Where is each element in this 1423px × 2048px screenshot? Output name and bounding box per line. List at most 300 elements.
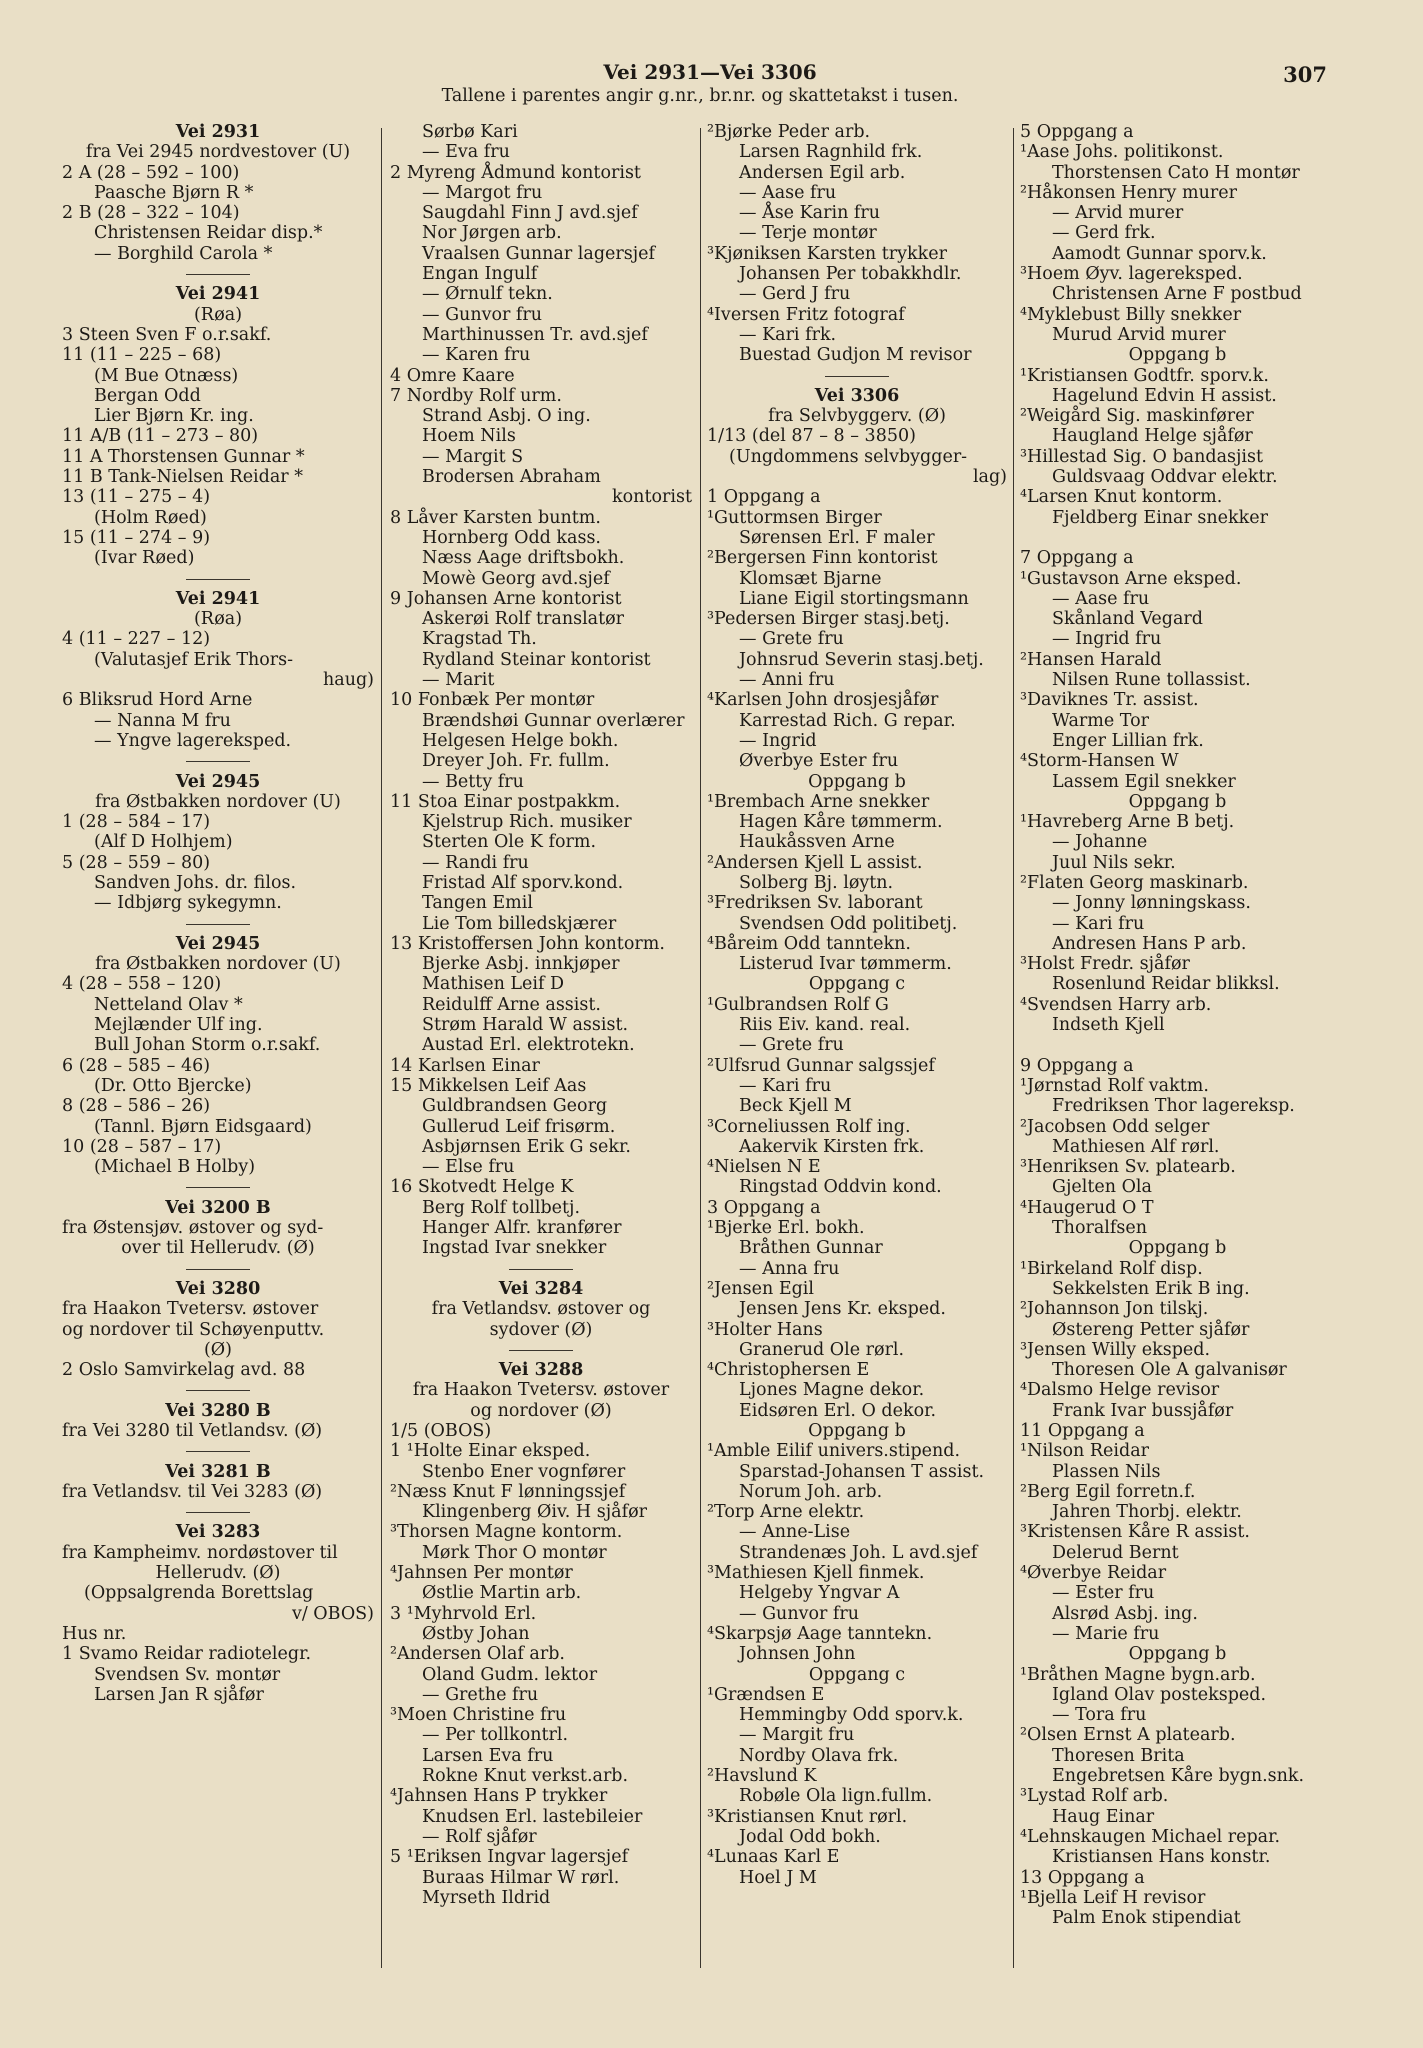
entry-line: ²Næss Knut F lønningssjef (390, 1481, 626, 1502)
resident-line: Lier Bjørn Kr. ing. (94, 406, 254, 427)
section-separator (62, 264, 374, 284)
entry-line: 13 Kristoffersen John kontorm. (390, 933, 665, 954)
page-title: Vei 2931—Vei 3306 (603, 60, 817, 84)
centered-line: (Røa) (193, 609, 243, 630)
entry-line: ³Moen Christine fru (390, 1705, 567, 1726)
entry-line: 1/5 (OBOS) (390, 1421, 492, 1441)
entry-line: ²Hansen Harald (1020, 649, 1162, 670)
entry-line: 6 Bliksrud Hord Arne (62, 690, 253, 711)
resident-line: Jahren Thorbj. elektr. (1052, 1502, 1242, 1523)
resident-line: (Tannl. Bjørn Eidsgaard) (94, 1116, 312, 1137)
resident-line: Paasche Bjørn R * (94, 182, 254, 203)
resident-line: (Holm Røed) (94, 507, 207, 528)
street-heading: Vei 3280 (175, 1278, 261, 1299)
resident-line: — Jonny lønningskass. (1052, 893, 1251, 914)
resident-line: Helgeby Yngvar A (739, 1583, 900, 1604)
entry-line: ⁴Lehnskaugen Michael repar. (1020, 1826, 1281, 1847)
resident-line: Thoresen Brita (1052, 1745, 1185, 1766)
resident-line: Enger Lillian frk. (1052, 730, 1204, 751)
entry-line: 2 Oslo Samvirkelag avd. 88 (62, 1360, 306, 1381)
resident-line: Johansen Per tobakkhdlr. (739, 264, 962, 285)
resident-line: Mathisen Leif D (422, 974, 565, 995)
resident-line: Brodersen Abraham (422, 467, 601, 488)
spacer (1020, 528, 1335, 548)
resident-line: — Rolf sjåfør (422, 1826, 537, 1847)
entry-line: 4 (11 – 227 – 12) (62, 629, 211, 650)
resident-line: — Kari fru (1052, 913, 1145, 934)
resident-line: Beck Kjell M (739, 1096, 852, 1117)
section-separator (62, 1177, 374, 1197)
resident-line: Juul Nils sekr. (1052, 852, 1176, 873)
entry-line: ⁴Myklebust Billy snekker (1020, 304, 1242, 325)
resident-line: Mørk Thor O montør (422, 1542, 607, 1563)
resident-line: Tangen Emil (422, 893, 533, 914)
continuation-line: haug) (322, 670, 374, 691)
resident-line: Eidsøren Erl. O dekor. (739, 1400, 937, 1421)
column-divider (1013, 128, 1014, 1968)
resident-line: Sterten Ole K form. (422, 832, 597, 853)
street-heading: Vei 2941 (175, 284, 261, 305)
resident-line: Indseth Kjell (1052, 1015, 1165, 1036)
entry-line: 2 A (28 – 592 – 100) (62, 162, 240, 183)
street-heading: Vei 3283 (175, 1522, 261, 1543)
entry-line: 15 (11 – 274 – 9) (62, 527, 211, 548)
entry-line: ³Holst Fredr. sjåfør (1020, 954, 1190, 975)
centered-line: sydover (Ø) (489, 1319, 593, 1340)
entry-line: ⁴Jahnsen Hans P trykker (390, 1786, 608, 1807)
resident-line: Hoel J M (739, 1867, 817, 1888)
entry-line: ³Thorsen Magne kontorm. (390, 1522, 623, 1543)
entry-line: 6 (28 – 585 – 46) (62, 1055, 211, 1076)
resident-line: Granerud Ole rørl. (739, 1339, 905, 1360)
page-subtitle: Tallene i parentes angir g.nr., br.nr. og skattetakst i tusen. (441, 86, 959, 106)
resident-line: Riis Eiv. kand. real. (739, 1015, 911, 1036)
entry-line: ⁴Skarpsjø Aage tanntekn. (707, 1623, 933, 1644)
resident-line: Karrestad Rich. G repar. (739, 710, 956, 731)
resident-line: Kristiansen Hans konstr. (1052, 1847, 1271, 1868)
resident-line: Palm Enok stipendiat (1052, 1908, 1241, 1929)
entry-line: fra Haakon Tvetersv. østover (62, 1299, 319, 1320)
street-heading: Vei 3280 B (165, 1400, 271, 1421)
resident-line: (Dr. Otto Bjercke) (94, 1075, 252, 1096)
resident-line: Sandven Johs. dr. filos. (94, 872, 297, 893)
resident-line: Dreyer Joh. Fr. fullm. (422, 751, 610, 772)
entry-line: ³Daviknes Tr. assist. (1020, 690, 1199, 711)
resident-line: — Åse Karin fru (739, 203, 881, 224)
entry-line: ²Jacobsen Odd selger (1020, 1116, 1210, 1137)
resident-line: Svendsen Sv. montør (94, 1664, 281, 1685)
entry-line: ³Jensen Willy eksped. (1020, 1339, 1211, 1360)
resident-line: Haug Einar (1052, 1806, 1155, 1827)
resident-line: — Gerd J fru (739, 284, 851, 305)
resident-line: Austad Erl. elektrotekn. (422, 1035, 635, 1056)
entry-line: ¹Bjella Leif H revisor (1020, 1887, 1206, 1908)
resident-line: Østereng Petter sjåfør (1052, 1319, 1250, 1340)
resident-line: Rokne Knut verkst.arb. (422, 1766, 629, 1787)
resident-line: Knudsen Erl. lastebileier (422, 1806, 643, 1827)
resident-line: Svendsen Odd politibetj. (739, 913, 958, 934)
section-separator (62, 1502, 374, 1522)
centered-line: over til Hellerudv. (Ø) (121, 1238, 315, 1259)
entry-line: ²Jensen Egil (707, 1278, 814, 1299)
resident-line: Askerøi Rolf translatør (422, 609, 625, 630)
resident-line: Liane Eigil stortingsmann (739, 588, 969, 609)
centered-line: Oppgang b (1128, 1644, 1227, 1665)
centered-line: og nordover (Ø) (470, 1400, 612, 1421)
resident-line: — Randi fru (422, 852, 529, 873)
resident-line: — Ester fru (1052, 1583, 1155, 1604)
centered-line: fra Selvbyggerv. (Ø) (768, 406, 946, 427)
resident-line: Christensen Reidar disp.* (94, 223, 323, 244)
entry-line: ²Andersen Kjell L assist. (707, 852, 923, 873)
entry-line: 4 (28 – 558 – 120) (62, 974, 222, 995)
resident-line: — Johanne (1052, 832, 1148, 853)
resident-line: — Marie fru (1052, 1623, 1160, 1644)
resident-line: Hanger Alfr. kranfører (422, 1218, 622, 1239)
resident-line: Netteland Olav * (94, 994, 243, 1015)
resident-line: Guldbrandsen Georg (422, 1096, 608, 1117)
resident-line: Aakervik Kirsten frk. (739, 1136, 925, 1157)
entry-line: 7 Oppgang a (1020, 548, 1134, 569)
entry-line: ¹Gustavson Arne eksped. (1020, 568, 1242, 589)
entry-line: ⁴Larsen Knut kontorm. (1020, 487, 1223, 508)
entry-line: 16 Skotvedt Helge K (390, 1177, 574, 1198)
entry-line: 1 Svamo Reidar radiotelegr. (62, 1644, 312, 1665)
resident-line: — Eva fru (422, 142, 510, 163)
street-heading: Vei 3306 (814, 385, 900, 406)
resident-line: Sparstad-Johansen T assist. (739, 1461, 985, 1482)
resident-line: — Grethe fru (422, 1684, 539, 1705)
resident-line: — Marit (422, 670, 495, 691)
section-separator (62, 569, 374, 589)
entry-line: ⁴Jahnsen Per montør (390, 1563, 573, 1584)
resident-line: — Anna fru (739, 1258, 840, 1279)
resident-line: Buraas Hilmar W rørl. (422, 1867, 620, 1888)
entry-line: 1/13 (del 87 – 8 – 3850) (707, 426, 916, 447)
resident-line: Nilsen Rune tollassist. (1052, 670, 1251, 691)
entry-line: ¹Grændsen E (707, 1684, 825, 1705)
resident-line: — Gunvor fru (739, 1603, 860, 1624)
resident-line: Engan Ingulf (422, 264, 538, 285)
entry-line: ³Kristensen Kåre R assist. (1020, 1522, 1250, 1543)
resident-line: Stenbo Ener vognfører (422, 1461, 626, 1482)
resident-line: Norum Joh. arb. (739, 1481, 883, 1502)
entry-line: ¹Havreberg Arne B betj. (1020, 812, 1235, 833)
resident-line: Andersen Egil arb. (739, 162, 906, 183)
resident-line: — Idbjørg sykegymn. (94, 893, 282, 914)
entry-line: 3 ¹Myhrvold Erl. (390, 1603, 537, 1624)
resident-line: Igland Olav posteksped. (1052, 1684, 1267, 1705)
resident-line: — Terje montør (739, 223, 877, 244)
section-separator (62, 914, 374, 934)
section-separator (390, 1340, 692, 1360)
resident-line: Thorstensen Cato H montør (1052, 162, 1300, 183)
resident-line: Listerud Ivar tømmerm. (739, 954, 952, 975)
centered-line: (Røa) (193, 304, 243, 325)
resident-line: Saugdahl Finn J avd.sjef (422, 203, 638, 224)
entry-line: ⁴Svendsen Harry arb. (1020, 994, 1212, 1015)
resident-line: Larsen Eva fru (422, 1745, 554, 1766)
entry-line: 13 (11 – 275 – 4) (62, 487, 211, 508)
resident-line: Asbjørnsen Erik G sekr. (422, 1136, 631, 1157)
resident-line: — Grete fru (739, 629, 844, 650)
entry-line: 2 B (28 – 322 – 104) (62, 203, 240, 224)
resident-line: Fredriksen Thor lagereksp. (1052, 1096, 1295, 1117)
entry-line: 3 Steen Sven F o.r.sakf. (62, 324, 272, 345)
resident-line: Frank Ivar bussjåfør (1052, 1400, 1234, 1421)
section-separator (62, 1380, 374, 1400)
resident-line: — Ingrid fru (1052, 629, 1162, 650)
entry-line: ¹Aase Johs. politikonst. (1020, 142, 1224, 163)
entry-line: 8 Låver Karsten buntm. (390, 507, 601, 528)
resident-line: Robøle Ola lign.fullm. (739, 1786, 933, 1807)
resident-line: Fristad Alf sporv.kond. (422, 872, 624, 893)
resident-line: Johnsrud Severin stasj.betj. (739, 649, 984, 670)
entry-line: 5 Oppgang a (1020, 122, 1134, 142)
resident-line: Østby Johan (422, 1623, 530, 1644)
street-heading: Vei 2945 (175, 933, 261, 954)
street-heading: Vei 3281 B (165, 1461, 271, 1482)
entry-line: ⁴Christophersen E (707, 1360, 870, 1381)
entry-line: ⁴Nielsen N E (707, 1157, 821, 1178)
entry-line: 14 Karlsen Einar (390, 1055, 540, 1076)
entry-line: ³Hoem Øyv. lagereksped. (1020, 264, 1243, 285)
column-1 (62, 122, 374, 1705)
resident-line: Strøm Harald W assist. (422, 1015, 629, 1036)
entry-line: ¹Bråthen Magne bygn.arb. (1020, 1664, 1256, 1685)
resident-line: Brændshøi Gunnar overlærer (422, 710, 685, 731)
entry-line: 2 Myreng Ådmund kontorist (390, 162, 641, 183)
resident-line: Aamodt Gunnar sporv.k. (1052, 243, 1267, 264)
resident-line: Bergan Odd (94, 385, 201, 406)
resident-line: Larsen Ragnhild frk. (739, 142, 923, 163)
continuation-line: lag) (972, 467, 1007, 488)
entry-line: 10 (28 – 587 – 17) (62, 1136, 222, 1157)
entry-line: og nordover til Schøyenputtv. (62, 1319, 325, 1340)
resident-line: Helgesen Helge bokh. (422, 730, 619, 751)
entry-line: ²Ulfsrud Gunnar salgssjef (707, 1055, 935, 1076)
entry-line: ¹Kristiansen Godtfr. sporv.k. (1020, 365, 1269, 386)
entry-line: ⁴Storm-Hansen W (1020, 751, 1179, 772)
entry-line: ²Håkonsen Henry murer (1020, 182, 1237, 203)
entry-line: 10 Fonbæk Per montør (390, 690, 595, 711)
entry-line: 8 (28 – 586 – 26) (62, 1096, 211, 1117)
resident-line: Vraalsen Gunnar lagersjef (422, 243, 655, 264)
resident-line: — Ingrid (739, 730, 817, 751)
entry-line: ⁴Haugerud O T (1020, 1197, 1154, 1218)
resident-line: Warme Tor (1052, 710, 1149, 731)
entry-line: 9 Oppgang a (1020, 1055, 1134, 1076)
entry-line: ²Flaten Georg maskinarb. (1020, 872, 1249, 893)
entry-line: ¹Bjerke Erl. bokh. (707, 1218, 865, 1239)
centered-line: fra Østbakken nordover (U) (95, 791, 341, 812)
resident-line: Gjelten Ola (1052, 1177, 1152, 1198)
entry-line: ²Weigård Sig. maskinfører (1020, 406, 1254, 427)
centered-line: fra Haakon Tvetersv. østover (412, 1380, 670, 1401)
resident-line: Bjerke Asbj. innkjøper (422, 954, 620, 975)
entry-line: 4 Omre Kaare (390, 365, 515, 386)
resident-line: Hemmingby Odd sporv.k. (739, 1705, 964, 1726)
centered-line: fra Vei 2945 nordvestover (U) (85, 142, 351, 163)
street-heading: Vei 3284 (498, 1278, 584, 1299)
resident-line: Østlie Martin arb. (422, 1583, 582, 1604)
resident-line: — Anni fru (739, 670, 835, 691)
entry-line: ¹Brembach Arne snekker (707, 791, 930, 812)
column-2 (390, 122, 692, 1908)
entry-line: ²Berg Egil forretn.f. (1020, 1481, 1196, 1502)
entry-line: fra Østensjøv. østover og syd- (62, 1218, 324, 1239)
street-heading: Vei 3288 (498, 1360, 584, 1381)
entry-line: ³Lystad Rolf arb. (1020, 1786, 1169, 1807)
entry-line: ³Hillestad Sig. O bandasjist (1020, 446, 1264, 467)
entry-line: 9 Johansen Arne kontorist (390, 588, 622, 609)
resident-line: Fjeldberg Einar snekker (1052, 507, 1268, 528)
resident-line: (Ivar Røed) (94, 548, 195, 569)
centered-line: fra Vetlandsv. østover og (431, 1299, 651, 1320)
centered-line: Oppgang b (1128, 345, 1227, 366)
resident-line: — Margit fru (739, 1725, 855, 1746)
resident-line: — Betty fru (422, 771, 524, 792)
entry-line: ⁴Karlsen John drosjesjåfør (707, 690, 939, 711)
resident-line: Alsrød Asbj. ing. (1052, 1603, 1198, 1624)
continuation-line: v/ OBOS) (291, 1603, 374, 1624)
resident-line: (M Bue Otnæss) (94, 365, 239, 386)
resident-line: Bråthen Gunnar (739, 1238, 883, 1259)
street-heading: Vei 2941 (175, 588, 261, 609)
entry-line: Hus nr. (62, 1623, 127, 1644)
entry-line: ¹Birkeland Rolf disp. (1020, 1258, 1203, 1279)
entry-line: 7 Nordby Rolf urm. (390, 385, 562, 406)
resident-line: Næss Aage driftsbokh. (422, 548, 625, 569)
entry-line: 5 (28 – 559 – 80) (62, 852, 211, 873)
centered-line: fra Østbakken nordover (U) (95, 954, 341, 975)
resident-line: Delerud Bernt (1052, 1542, 1179, 1563)
resident-line: Mowè Georg avd.sjef (422, 568, 610, 589)
entry-line: ²Havslund K (707, 1766, 817, 1787)
resident-line: Marthinussen Tr. avd.sjef (422, 324, 648, 345)
entry-line: ¹Gulbrandsen Rolf G (707, 994, 889, 1015)
resident-line: — Gerd frk. (1052, 223, 1156, 244)
entry-line: ³Corneliussen Rolf ing. (707, 1116, 911, 1137)
resident-line: — Tora fru (1052, 1705, 1147, 1726)
resident-line: Oland Gudm. lektor (422, 1664, 598, 1685)
entry-line: 5 ¹Eriksen Ingvar lagersjef (390, 1847, 629, 1868)
resident-line: Strandenæs Joh. L avd.sjef (739, 1542, 978, 1563)
resident-line: Reidulff Arne assist. (422, 994, 601, 1015)
centered-line: Oppgang b (808, 771, 906, 792)
resident-line: — Else fru (422, 1157, 515, 1178)
resident-line: Haukåssven Arne (739, 832, 895, 853)
entry-line: ³Pedersen Birger stasj.betj. (707, 609, 950, 630)
column-divider (700, 128, 701, 1968)
entry-line: fra Vetlandsv. til Vei 3283 (Ø) (62, 1481, 323, 1502)
resident-line: Rydland Steinar kontorist (422, 649, 651, 670)
continuation-line: kontorist (612, 487, 692, 508)
resident-line: Gullerud Leif frisørm. (422, 1116, 616, 1137)
centered-line: (Ø) (203, 1339, 232, 1360)
resident-line: — Kari frk. (739, 324, 837, 345)
entry-line: ⁴Lunaas Karl E (707, 1847, 840, 1868)
column-divider (381, 128, 382, 1968)
resident-line: — Margot fru (422, 182, 543, 203)
entry-line: ⁴Dalsmo Helge revisor (1020, 1380, 1220, 1401)
entry-line: ¹Amble Eilif univers.stipend. (707, 1441, 961, 1462)
entry-line: 11 A/B (11 – 273 – 80) (62, 426, 259, 447)
entry-line: ¹Jørnstad Rolf vaktm. (1020, 1075, 1209, 1096)
entry-line: ²Andersen Olaf arb. (390, 1644, 565, 1665)
street-heading: Vei 3200 B (165, 1197, 271, 1218)
resident-line: Hoem Nils (422, 426, 516, 447)
entry-line: ²Johannson Jon tilskj. (1020, 1299, 1209, 1320)
centered-line: Oppgang b (1128, 791, 1227, 812)
resident-line: Hagelund Edvin H assist. (1052, 385, 1277, 406)
entry-line: 11 Stoa Einar postpakkm. (390, 791, 621, 812)
section-separator (390, 1259, 692, 1279)
resident-line: Skånland Vegard (1052, 609, 1203, 630)
resident-line: Haugland Helge sjåfør (1052, 426, 1253, 447)
resident-line: Nordby Olava frk. (739, 1745, 899, 1766)
resident-line: — Aase fru (1052, 588, 1150, 609)
resident-line: — Gunvor fru (422, 304, 543, 325)
entry-line: ³Kristiansen Knut rørl. (707, 1806, 908, 1827)
resident-line: Solberg Bj. løytn. (739, 872, 894, 893)
entry-line: ²Bergersen Finn kontorist (707, 548, 938, 569)
section-separator (707, 366, 1007, 386)
resident-line: Mathiesen Alf rørl. (1052, 1136, 1220, 1157)
resident-line: — Arvid murer (1052, 203, 1184, 224)
resident-line: — Per tollkontrl. (422, 1725, 569, 1746)
entry-line: ¹Guttormsen Birger (707, 507, 882, 528)
resident-line: Ljones Magne dekor. (739, 1380, 925, 1401)
entry-line: 11 A Thorstensen Gunnar * (62, 446, 305, 467)
entry-line: fra Kampheimv. nordøstover til (62, 1542, 338, 1563)
resident-line: — Borghild Carola * (94, 243, 273, 264)
resident-line: Johnsen John (739, 1644, 856, 1665)
resident-line: Klingenberg Øiv. H sjåfør (422, 1502, 647, 1523)
resident-line: Kragstad Th. (422, 629, 537, 650)
resident-line: Guldsvaag Oddvar elektr. (1052, 467, 1278, 488)
entry-line: 15 Mikkelsen Leif Aas (390, 1075, 587, 1096)
entry-line: ²Bjørke Peder arb. (707, 122, 871, 142)
entry-line: 1 Oppgang a (707, 487, 821, 508)
entry-line: ³Mathiesen Kjell finmek. (707, 1563, 925, 1584)
centered-line: Oppgang c (808, 974, 906, 995)
resident-line: (Valutasjef Erik Thors- (94, 649, 294, 670)
resident-line: Ringstad Oddvin kond. (739, 1177, 942, 1198)
resident-line: Sørbø Kari (422, 122, 518, 142)
column-4 (1020, 122, 1335, 1928)
resident-line: Plassen Nils (1052, 1461, 1161, 1482)
entry-line: 1 (28 – 584 – 17) (62, 812, 211, 833)
resident-line: Klomsæt Bjarne (739, 568, 882, 589)
resident-line: (Michael B Holby) (94, 1157, 256, 1178)
entry-line: ⁴Båreim Odd tanntekn. (707, 933, 911, 954)
resident-line: Larsen Jan R sjåfør (94, 1684, 264, 1705)
resident-line: Nor Jørgen arb. (422, 223, 562, 244)
resident-line: Berg Rolf tollbetj. (422, 1197, 581, 1218)
resident-line: — Aase fru (739, 182, 837, 203)
entry-line: ¹Nilson Reidar (1020, 1441, 1150, 1462)
resident-line: Øverbye Ester fru (739, 751, 899, 772)
entry-line: 1 ¹Holte Einar eksped. (390, 1441, 591, 1462)
section-separator (62, 1441, 374, 1461)
centered-line: Hellerudv. (Ø) (155, 1563, 281, 1584)
resident-line: — Karen fru (422, 345, 531, 366)
centered-line: Oppgang c (808, 1664, 906, 1685)
centered-line: Oppgang b (808, 1421, 906, 1441)
resident-line: Christensen Arne F postbud (1052, 284, 1302, 305)
entry-line: 11 B Tank-Nielsen Reidar * (62, 467, 303, 488)
